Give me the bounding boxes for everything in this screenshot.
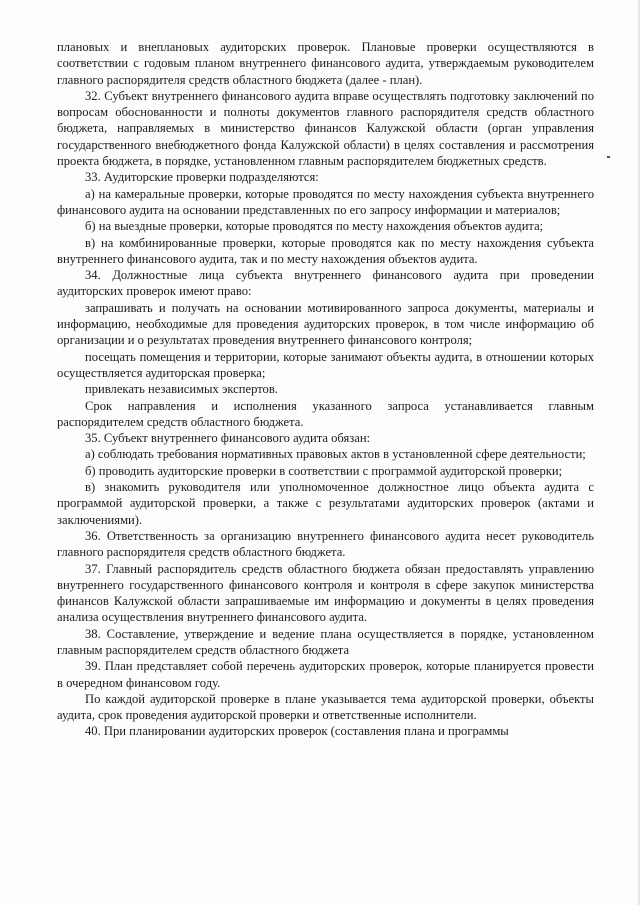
paragraph-38: 38. Составление, утверждение и ведение плана осуществляется в порядке, установленном главным распорядителем средств областного бюджета bbox=[57, 626, 594, 657]
paragraph-33: 33. Аудиторские проверки подразделяются: bbox=[85, 170, 319, 185]
scan-speck bbox=[607, 156, 610, 158]
paragraph-39-details: По каждой аудиторской проверке в плане указывается тема аудиторской проверки, объекты аудита, срок проведения аудиторской проверки и ответственные исполнители. bbox=[57, 691, 594, 723]
paragraph-34-visit: посещать помещения и территории, которые занимают объекты аудита, в отношении которых осуществляется аудиторская проверка; bbox=[57, 349, 594, 380]
paragraph-32: 32. Субъект внутреннего финансового аудита вправе осуществлять подготовку заключений по вопросам обоснованности и полноты документов главного распорядителя средств областного бюджета, направляемых в министерство финансов Калужской области (орган управления государственного внебюджетного фонда Калужской области) в целях составления и рассмотрения проекта бюджета, в порядке, установленном главным распорядителем бюджетных средств. bbox=[57, 88, 594, 169]
paragraph-35-b: б) проводить аудиторские проверки в соответствии с программой аудиторской проверки; bbox=[85, 463, 563, 478]
paragraph-34-deadline: Срок направления и исполнения указанного запроса устанавливается главным распорядителем средств областного бюджета. bbox=[57, 398, 594, 429]
paragraph-35-a: а) соблюдать требования нормативных правовых актов в установленной сфере деятельности; bbox=[85, 447, 586, 462]
paragraph-35-v: в) знакомить руководителя или уполномоченное должностное лицо объекта аудита с программой аудиторской проверки, а также с результатами аудиторских проверок (актами и заключениями). bbox=[57, 480, 594, 527]
paragraph-33-a: а) на камеральные проверки, которые проводятся по месту нахождения субъекта внутреннего финансового аудита на основании представленных по его запросу информации и материалов; bbox=[57, 186, 594, 217]
paragraph-33-v: в) на комбинированные проверки, которые проводятся как по месту нахождения субъекта внутреннего финансового аудита, так и по месту нахождения объектов аудита. bbox=[57, 235, 594, 266]
paragraph-35: 35. Субъект внутреннего финансового аудита обязан: bbox=[85, 431, 371, 446]
paragraph-34: 34. Должностные лица субъекта внутреннего финансового аудита при проведении аудиторских проверок имеют право: bbox=[57, 268, 594, 299]
paragraph-36: 36. Ответственность за организацию внутреннего финансового аудита несет руководитель главного распорядителя средств областного бюджета. bbox=[57, 528, 594, 560]
paragraph-continuation: плановых и внеплановых аудиторских проверок. Плановые проверки осуществляются в соответствии с годовым планом внутреннего финансового аудита, утверждаемым руководителем главного распорядителя средств областного бюджета (далее - план). bbox=[57, 40, 594, 87]
paragraph-37: 37. Главный распорядитель средств областного бюджета обязан предоставлять управлению внутреннего государственного финансового контроля и контроля в сфере закупок министерства финансов Калужской области запрашиваемые им информацию и документы в целях проведения анализа осуществления внутреннего финансового аудита. bbox=[57, 561, 594, 625]
paragraph-39: 39. План представляет собой перечень аудиторских проверок, которые планируется провести в очередном финансовом году. bbox=[57, 659, 594, 690]
paragraph-34-request: запрашивать и получать на основании мотивированного запроса документы, материалы и информацию, необходимые для проведения аудиторских проверок, в том числе информацию об организации и о результатах проведения внутреннего финансового контроля; bbox=[57, 300, 594, 348]
document-body bbox=[57, 39, 594, 740]
paragraph-33-b: б) на выездные проверки, которые проводятся по месту нахождения объектов аудита; bbox=[85, 219, 544, 234]
paragraph-40: 40. При планировании аудиторских проверок (составления плана и программы bbox=[85, 724, 509, 739]
paragraph-34-experts: привлекать независимых экспертов. bbox=[85, 382, 278, 397]
